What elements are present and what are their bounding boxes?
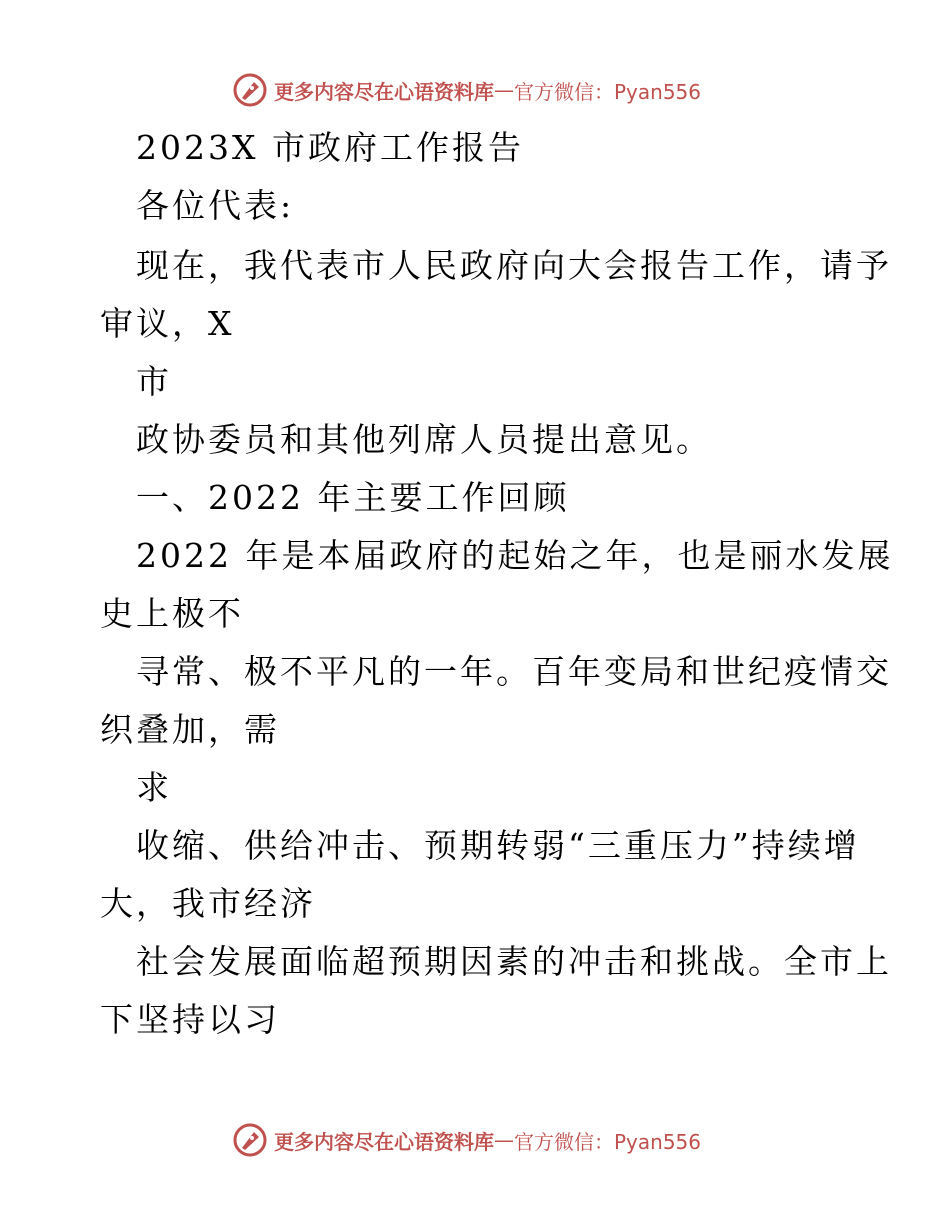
header-watermark [232,70,701,110]
watermark-separator: — [494,1128,514,1152]
paragraph-line: 织叠加，需 [100,710,280,749]
watermark-separator: — [494,78,514,102]
watermark-wechat: 官方微信：Pyan556 [514,79,702,104]
paragraph-line: 求 [136,768,172,807]
watermark-wechat: 官方微信：Pyan556 [514,1129,702,1154]
pen-nib-logo-icon [232,72,268,108]
paragraph-line: 社会发展面临超预期因素的冲击和挑战。全市上 [136,942,892,981]
paragraph-line: 收缩、供给冲击、预期转弱“三重压力”持续增 [136,826,860,865]
section-heading: 一、2022 年主要工作回顾 [136,478,570,517]
paragraph-line: 审议，X [100,304,235,343]
salutation: 各位代表: [136,186,295,225]
paragraph-line: 政协委员和其他列席人员提出意见。 [136,420,712,459]
paragraph-line: 下坚持以习 [100,1000,280,1039]
document-title: 2023X 市政府工作报告 [136,128,524,167]
watermark-text: 更多内容尽在心语资料库 [274,1129,494,1154]
watermark-text: 更多内容尽在心语资料库 [274,79,494,104]
paragraph-line: 市 [136,362,172,401]
paragraph-line: 寻常、极不平凡的一年。百年变局和世纪疫情交 [136,652,892,691]
paragraph-line: 2022 年是本届政府的起始之年，也是丽水发展 [136,536,894,575]
paragraph-line: 史上极不 [100,594,244,633]
pen-nib-logo-icon [232,1122,268,1158]
paragraph-line: 现在，我代表市人民政府向大会报告工作，请予 [136,246,892,285]
footer-watermark [232,1120,701,1160]
paragraph-line: 大，我市经济 [100,884,316,923]
